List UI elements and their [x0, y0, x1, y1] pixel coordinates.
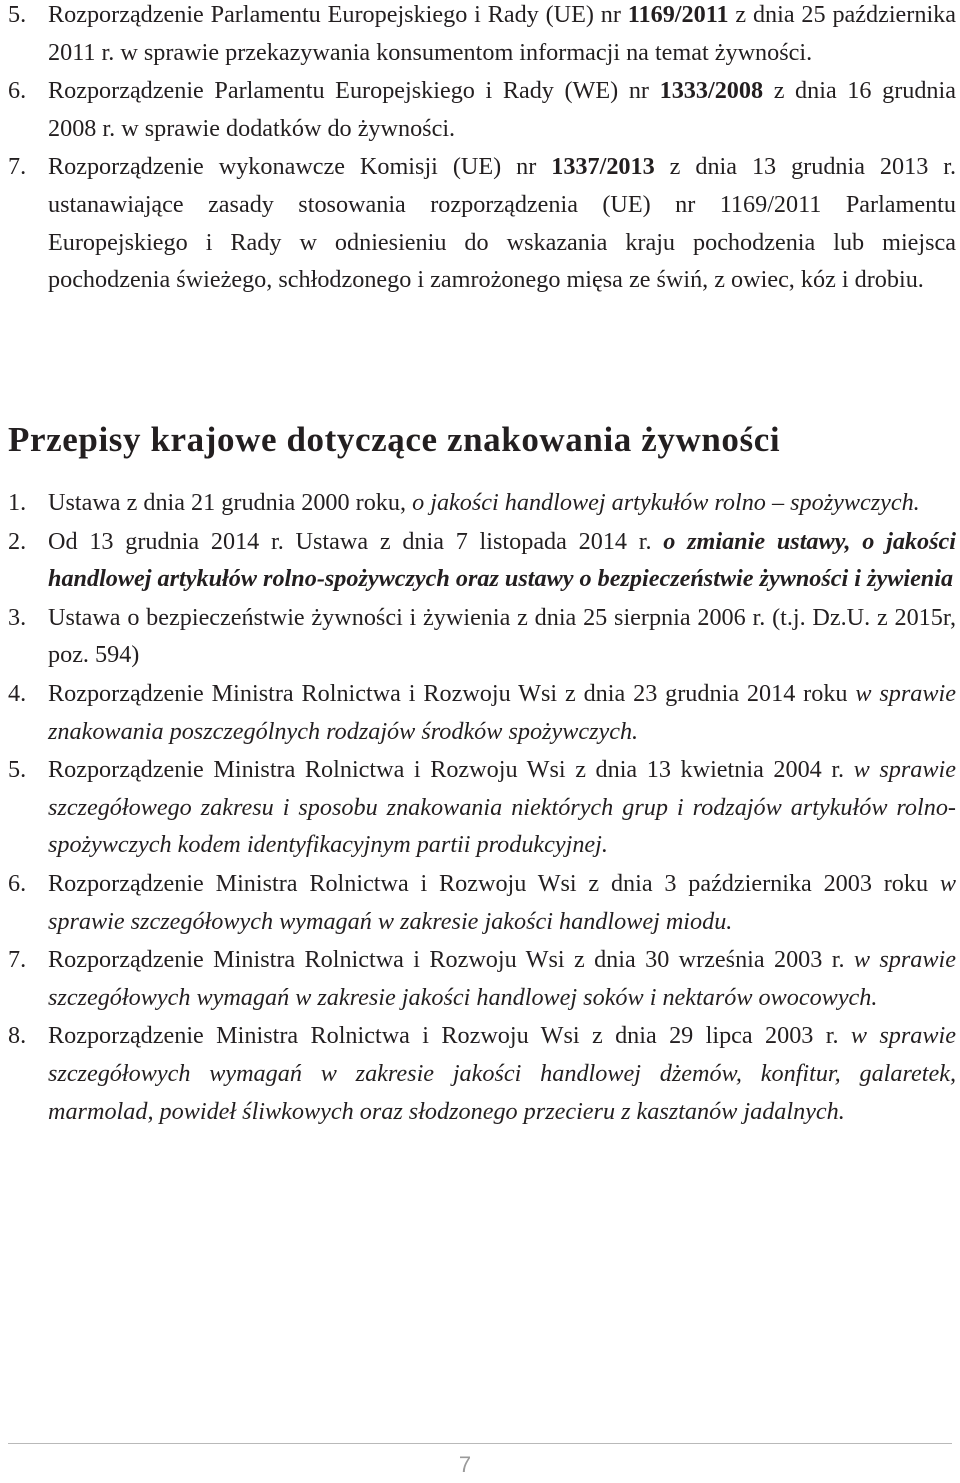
list-item-text: Rozporządzenie Ministra Rolnictwa i Rozwoju Wsi z dnia 23 grudnia 2014 roku [48, 679, 856, 707]
list-item-text: Rozporządzenie Ministra Rolnictwa i Rozwoju Wsi z dnia 30 września 2003 r. [48, 946, 854, 974]
list-item-text: z dnia 16 grudnia 2008 r. w sprawie dodatków do żywności. [48, 77, 956, 142]
footer-divider [8, 1443, 952, 1444]
list-item-number: 3. [8, 603, 27, 631]
act-title: w sprawie szczegółowych wymagań w zakresie jakości handlowej soków i nektarów owocowych. [48, 946, 956, 1011]
act-title: w sprawie szczegółowych wymagań w zakresie jakości handlowej miodu. [48, 869, 956, 935]
list-item-text: Od 13 grudnia 2014 r. Ustawa z dnia 7 listopada 2014 r. [48, 527, 664, 555]
list-item-text: Rozporządzenie Parlamentu Europejskiego i Rady (WE) nr [48, 77, 660, 105]
page-number: 7 [458, 1452, 472, 1477]
list-item [8, 1017, 956, 1130]
list-item-text: Rozporządzenie Parlamentu Europejskiego i Rady (UE) nr [48, 1, 628, 28]
list-item [8, 0, 956, 71]
list-item-number: 1. [8, 489, 27, 516]
act-title: w sprawie szczegółowego zakresu i sposobu znakowania niektórych grup i rodzajów artykułów rolno-spożywczych kodem identyfikacyjnym partii produkcyjnej. [48, 756, 956, 859]
act-title: o zmianie ustawy, o jakości handlowej artykułów rolno-spożywczych oraz ustawy o bezpieczeństwie żywności i żywienia [48, 527, 956, 593]
list-item [8, 599, 956, 674]
list-item [8, 72, 956, 147]
list-item-number: 4. [8, 679, 27, 707]
list-item-text: Rozporządzenie Ministra Rolnictwa i Rozwoju Wsi z dnia 29 lipca 2003 r. [48, 1022, 851, 1050]
list-item-number: 2. [8, 527, 27, 555]
list-item-number: 5. [8, 1, 27, 28]
list-item [8, 865, 956, 940]
list-item-number: 7. [8, 153, 27, 181]
list-item [8, 751, 956, 864]
list-item-text: z dnia 25 października 2011 r. w sprawie przekazywania konsumentom informacji na temat żywności. [48, 1, 956, 66]
regulation-number: 1333/2008 [659, 77, 764, 105]
list-item [8, 523, 956, 598]
list-item-number: 6. [8, 869, 27, 897]
list-item [8, 148, 956, 298]
act-title: w sprawie szczegółowych wymagań w zakresie jakości handlowej dżemów, konfitur, galaretek, marmolad, powideł śliwkowych oraz słodzonego przecieru z kasztanów jadalnych. [48, 1022, 956, 1125]
regulation-number: 1169/2011 [627, 1, 729, 28]
list-item-number: 6. [8, 77, 27, 105]
list-item-text: z dnia 13 grudnia 2013 r. ustanawiające zasady stosowania rozporządzenia (UE) nr 1169/2011 Parlamentu Europejskiego i Rady w odniesieniu do wskazania kraju pochodzenia lub miejsca pochodzenia świeżego, schłodzonego i zamrożonego mięsa ze świń, z owiec, kóz i drobiu. [48, 153, 956, 294]
list-item-number: 8. [8, 1022, 27, 1050]
list-item-text: Rozporządzenie Ministra Rolnictwa i Rozwoju Wsi z dnia 13 kwietnia 2004 r. [48, 756, 854, 784]
act-title: o jakości handlowej artykułów rolno – spożywczych. [412, 489, 920, 516]
list-item [8, 675, 956, 750]
list-item-number: 5. [8, 756, 27, 784]
list-item-text: Ustawa o bezpieczeństwie żywności i żywienia z dnia 25 sierpnia 2006 r. (t.j. Dz.U. z 2015r, poz. 594) [48, 603, 956, 669]
list-item-text: Ustawa z dnia 21 grudnia 2000 roku, [48, 489, 413, 516]
list-item-number: 7. [8, 946, 27, 974]
act-title: w sprawie znakowania poszczególnych rodzajów środków spożywczych. [48, 679, 956, 745]
regulation-number: 1337/2013 [551, 153, 655, 181]
eu-regulations-list [8, 0, 956, 300]
list-item [8, 484, 956, 522]
national-regulations-list [8, 484, 956, 1131]
section-heading: Przepisy krajowe dotyczące znakowania żywności [8, 420, 781, 459]
list-item-text: Rozporządzenie Ministra Rolnictwa i Rozwoju Wsi z dnia 3 października 2003 roku [48, 869, 940, 897]
list-item [8, 941, 956, 1016]
list-item-text: Rozporządzenie wykonawcze Komisji (UE) nr [48, 153, 552, 181]
